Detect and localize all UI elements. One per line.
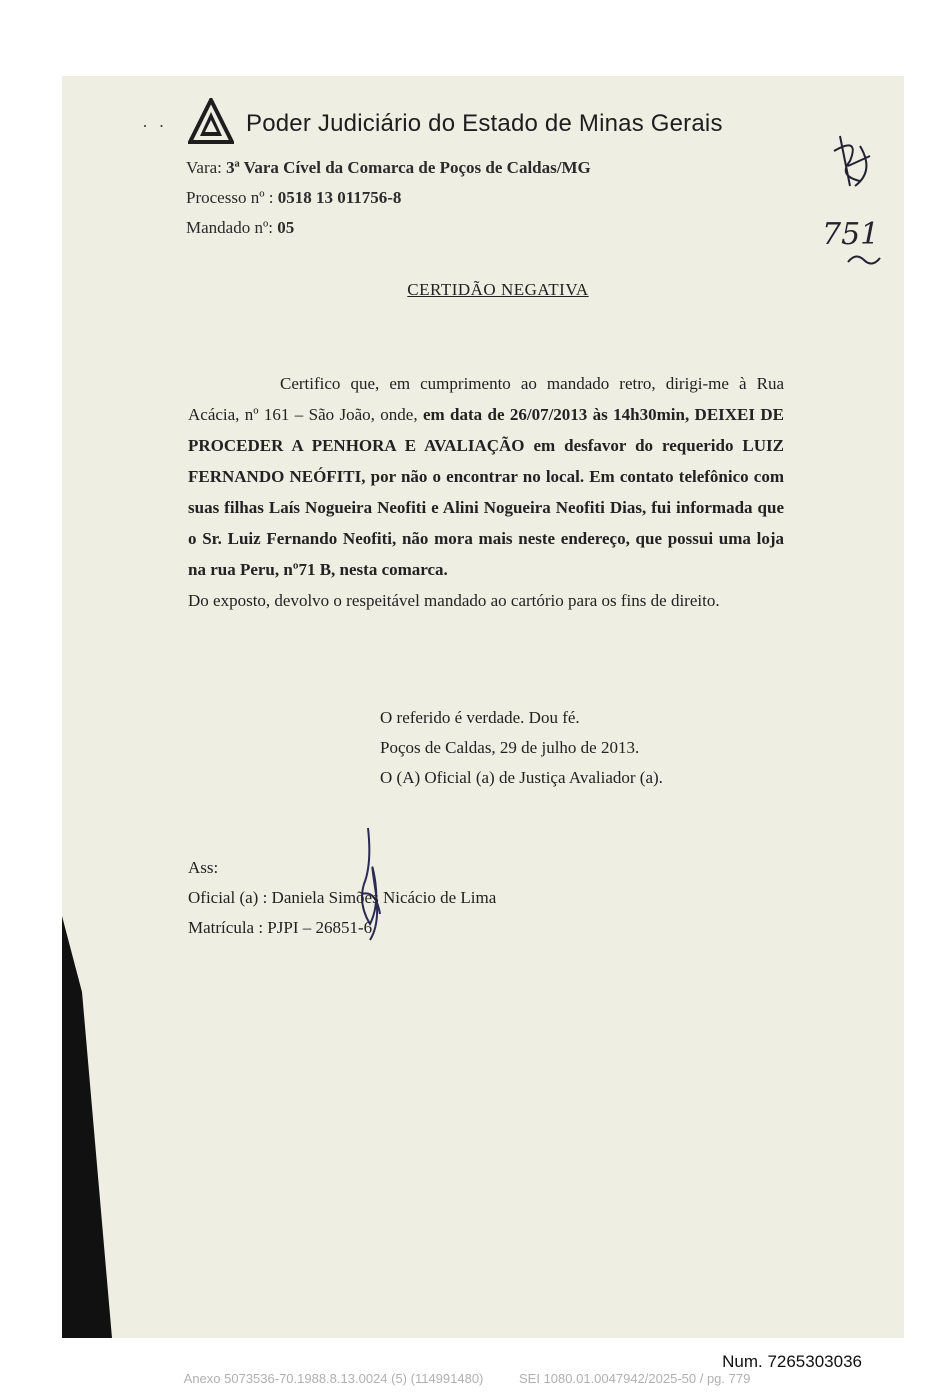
document-title: CERTIDÃO NEGATIVA [407,280,589,299]
vara-value: 3ª Vara Cível da Comarca de Poços de Caldas/MG [226,158,591,177]
body-paragraph-2: Do exposto, devolvo o respeitável mandado ao cartório para os fins de direito. [188,591,720,610]
footer-anexo: Anexo 5073536-70.1988.8.13.0024 (5) (114991480) [183,1371,484,1386]
footer-reference [0,1371,934,1386]
oficial-line: Oficial (a) : Daniela Simões Nicácio de Lima [188,888,497,907]
body-p1-bold: em data de 26/07/2013 às 14h30min, DEIXEI DE PROCEDER A PENHORA E AVALIAÇÃO em desfavor do requerido LUIZ FERNANDO NEÓFITI, por não o encontrar no local. Em contato telefônico com suas filhas Laís Nogueira Neofiti e Alini Nogueira Neofiti Dias, fui informada que o Sr. Luiz Fernando Neofiti, não mora mais neste endereço, que possui uma loja na rua Peru, nº71 B, nesta comarca. [188,405,784,579]
ass-label: Ass: [188,858,219,877]
handwritten-marks [820,126,900,276]
vara-line [186,158,591,178]
vara-label: Vara: [186,158,222,177]
footer-sei: SEI 1080.01.0047942/2025-50 / pg. 779 [519,1371,751,1386]
document-number: Num. 7265303036 [722,1352,862,1371]
scan-specks: · · [142,116,168,136]
certificate-body [188,368,784,616]
closing-line-1: O referido é verdade. Dou fé. [380,708,580,727]
processo-value: 0518 13 011756-8 [277,188,402,207]
court-title: Poder Judiciário do Estado de Minas Gerais [246,110,723,137]
processo-label: Processo nº : [186,188,274,207]
mandado-line [186,218,294,238]
scan-shadow [62,916,112,1338]
processo-line [186,188,401,208]
page-number-mark: 751 [822,217,880,252]
court-logo-icon [188,98,234,144]
mandado-value: 05 [277,218,295,237]
mandado-label: Mandado nº: [186,218,273,237]
closing-line-2: Poços de Caldas, 29 de julho de 2013. [380,738,640,757]
scanned-page [62,76,904,1338]
body-paragraph-1 [188,368,784,585]
body-p1-normal: Certifico que, em cumprimento ao mandado retro, dirigi-me à Rua Acácia, nº 161 – São João, onde, [188,374,784,424]
matricula-line: Matrícula : PJPI – 26851-6 [188,918,373,937]
closing-line-3: O (A) Oficial (a) de Justiça Avaliador (a). [380,768,663,787]
